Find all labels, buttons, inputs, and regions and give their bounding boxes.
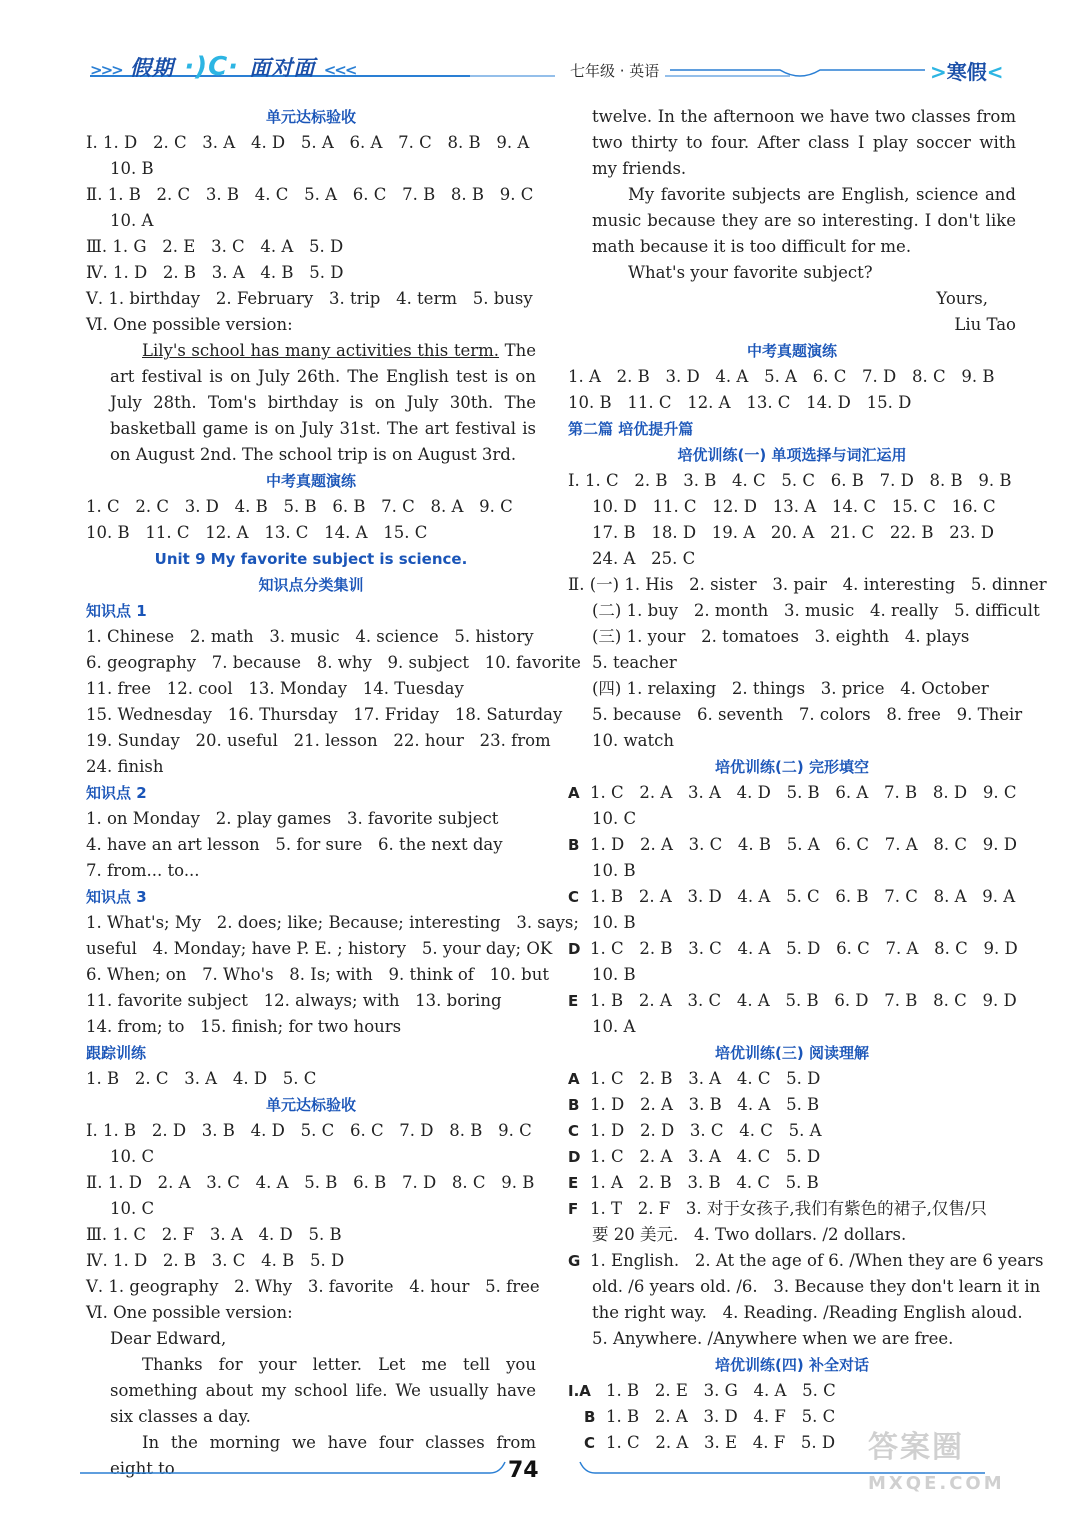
group-label: A <box>568 1070 580 1088</box>
answer-line: 6. geography 7. because 8. why 9. subject 10. favorite <box>86 653 581 672</box>
answer-line: Ⅳ. 1. D 2. B 3. C 4. B 5. D <box>86 1251 345 1270</box>
answer-line: 10. C <box>592 809 637 828</box>
group-label: E <box>568 992 579 1010</box>
unit-title: Unit 9 My favorite subject is science. <box>154 550 468 568</box>
chevron-right-icon: > <box>930 60 947 84</box>
answer-line: 6. When; on 7. Who's 8. Is; with 9. think of 10. but <box>86 965 549 984</box>
answer-line: Ⅱ. (一) 1. His 2. sister 3. pair 4. interesting 5. dinner <box>568 575 1047 594</box>
answer-line: 11. favorite subject 12. always; with 13. boring <box>86 991 502 1010</box>
answer-line: 19. Sunday 20. useful 21. lesson 22. hour 23. from <box>86 731 551 750</box>
answer-text: 1. C 2. A 3. A 4. C 5. D <box>590 1147 821 1166</box>
right-column <box>568 104 1047 1456</box>
letter-paragraph: In the morning we have four classes from eight to <box>110 1433 536 1478</box>
answer-line: 10. B <box>110 159 154 178</box>
letter-paragraph: twelve. In the afternoon we have two classes from two thirty to four. After class I play soccer with my friends. <box>592 107 1016 178</box>
answer-text: 1. B 2. A 3. D 4. A 5. C 6. B 7. C 8. A 9. A <box>590 887 1016 906</box>
answer-line: Ⅱ. 1. B 2. C 3. B 4. C 5. A 6. C 7. B 8. B 9. C <box>86 185 534 204</box>
page-header <box>0 0 1065 90</box>
answer-line: 10. B <box>592 861 636 880</box>
group-label <box>568 1378 606 1404</box>
answer-line: 10. A <box>110 211 154 230</box>
knowledge-point-title: 知识点 2 <box>86 784 147 802</box>
answer-line: 14. from; to 15. finish; for two hours <box>86 1017 402 1036</box>
answer-line: 5. because 6. seventh 7. colors 8. free 9. Their <box>592 705 1023 724</box>
answer-text: 1. A 2. B 3. B 4. C 5. B <box>590 1173 819 1192</box>
watermark-logo: 答案圈 <box>868 1430 964 1465</box>
roman-label: Ⅰ. <box>568 1382 580 1400</box>
answer-line: 24. finish <box>86 757 164 776</box>
answer-line: Ⅴ. 1. birthday 2. February 3. trip 4. term 5. busy <box>86 289 533 308</box>
section-title: 培优训练(三) 阅读理解 <box>715 1044 869 1062</box>
answer-line: 15. Wednesday 16. Thursday 17. Friday 18. Saturday <box>86 705 563 724</box>
group-label: B <box>568 836 580 854</box>
answer-line <box>568 1404 1016 1430</box>
answer-line <box>568 1170 1016 1196</box>
answer-line <box>568 1144 1016 1170</box>
answer-line: Ⅴ. 1. geography 2. Why 3. favorite 4. hour 5. free <box>86 1277 540 1296</box>
answer-text: 1. C 2. A 3. E 4. F 5. D <box>606 1433 836 1452</box>
answer-line: Ⅰ. 1. B 2. D 3. B 4. D 5. C 6. C 7. D 8. B 9. C <box>86 1121 532 1140</box>
answer-line: 11. free 12. cool 13. Monday 14. Tuesday <box>86 679 464 698</box>
answer-line: 1. C 2. C 3. D 4. B 5. B 6. B 7. C 8. A 9. C <box>86 497 513 516</box>
answer-line: 5. Anywhere. /Anywhere when we are free. <box>592 1329 954 1348</box>
answer-line <box>568 1118 1016 1144</box>
answer-line: Ⅰ. 1. D 2. C 3. A 4. D 5. A 6. A 7. C 8. B 9. A <box>86 133 530 152</box>
left-column <box>86 104 581 1482</box>
answer-line: Ⅵ. One possible version: <box>86 315 293 334</box>
tracking-practice-title: 跟踪训练 <box>86 1044 147 1062</box>
essay-paragraph <box>86 338 536 468</box>
section-title: 培优训练(四) 补全对话 <box>715 1356 869 1374</box>
answer-line: Ⅱ. 1. D 2. A 3. C 4. A 5. B 6. B 7. D 8. C 9. B <box>86 1173 535 1192</box>
group-label: C <box>568 1122 580 1140</box>
group-label: B <box>568 1096 580 1114</box>
answer-line: Ⅲ. 1. G 2. E 3. C 4. A 5. D <box>86 237 344 256</box>
answer-line: 1. Chinese 2. math 3. music 4. science 5. history <box>86 627 534 646</box>
group-label: G <box>568 1252 581 1270</box>
answer-line: 10. B <box>592 965 636 984</box>
answer-line <box>568 1092 1016 1118</box>
letter-paragraph: What's your favorite subject? <box>628 263 873 282</box>
answer-line <box>568 1248 1044 1274</box>
answer-line: the right way. 4. Reading. /Reading English aloud. <box>592 1303 1023 1322</box>
brand-mark-icon: ·)C· <box>184 52 240 82</box>
answer-text: 1. C 2. B 3. C 4. A 5. D 6. C 7. A 8. C 9. D <box>590 939 1018 958</box>
season-label <box>930 56 1004 85</box>
answer-text: 1. B 2. A 3. C 4. A 5. B 6. D 7. B 8. C 9. D <box>590 991 1017 1010</box>
knowledge-point-title: 知识点 3 <box>86 888 147 906</box>
answer-line: 1. A 2. B 3. D 4. A 5. A 6. C 7. D 8. C 9. B <box>568 367 995 386</box>
group-label: D <box>568 1148 581 1166</box>
group-label: E <box>568 1174 579 1192</box>
answer-line: (三) 1. your 2. tomatoes 3. eighth 4. plays <box>592 627 970 646</box>
page-number: 74 <box>508 1458 539 1483</box>
answer-line: 1. What's; My 2. does; like; Because; interesting 3. says; <box>86 913 579 932</box>
answer-line: 10. B 11. C 12. A 13. C 14. D 15. D <box>568 393 912 412</box>
answer-line <box>568 832 1016 858</box>
chevron-left-icon: < <box>986 60 1004 84</box>
group-letter: A <box>579 1382 591 1400</box>
answer-line <box>568 936 1016 962</box>
group-label: B <box>584 1408 596 1426</box>
answer-line: (二) 1. buy 2. month 3. music 4. really 5. difficult <box>592 601 1040 620</box>
section-title: 中考真题演练 <box>265 472 356 490</box>
answer-line: Ⅳ. 1. D 2. B 3. A 4. B 5. D <box>86 263 344 282</box>
answer-line: 24. A 25. C <box>592 549 696 568</box>
brand-logo <box>90 52 355 82</box>
answer-text: 1. B 2. A 3. D 4. F 5. C <box>606 1407 836 1426</box>
knowledge-point-title: 知识点 1 <box>86 602 147 620</box>
section-title: 中考真题演练 <box>746 342 837 360</box>
letter-greeting: Dear Edward, <box>110 1329 227 1348</box>
letter-signature: Liu Tao <box>954 315 1016 334</box>
answer-text: 1. D 2. D 3. C 4. C 5. A <box>590 1121 822 1140</box>
grade-subject: 七年级 · 英语 <box>570 62 660 80</box>
answer-line: old. /6 years old. /6. 3. Because they don't learn it in <box>592 1277 1041 1296</box>
letter-closing: Yours, <box>936 289 988 308</box>
answer-line: 10. B 11. C 12. A 13. C 14. A 15. C <box>86 523 428 542</box>
group-label: F <box>568 1200 579 1218</box>
chevrons-icon: <<< <box>323 61 356 79</box>
answer-text: 1. D 2. A 3. B 4. A 5. B <box>590 1095 820 1114</box>
answer-text: 1. D 2. A 3. C 4. B 5. A 6. C 7. A 8. C 9. D <box>590 835 1017 854</box>
chevrons-icon: >>> <box>90 61 122 79</box>
answer-line: 1. on Monday 2. play games 3. favorite subject <box>86 809 499 828</box>
answer-line <box>568 780 1016 806</box>
group-label: C <box>584 1434 596 1452</box>
essay-topic-sentence: Lily's school has many activities this term. <box>142 341 500 360</box>
answer-line: 要 20 美元. 4. Two dollars. /2 dollars. <box>592 1225 907 1244</box>
answer-line: 4. have an art lesson 5. for sure 6. the next day <box>86 835 503 854</box>
answer-line <box>568 1066 1016 1092</box>
section-title: 培优训练(二) 完形填空 <box>715 758 869 776</box>
group-label: A <box>568 784 580 802</box>
answer-text: 1. B 2. E 3. G 4. A 5. C <box>606 1381 836 1400</box>
answer-text: 1. C 2. A 3. A 4. D 5. B 6. A 7. B 8. D 9. C <box>590 783 1017 802</box>
group-label: D <box>568 940 581 958</box>
answer-line <box>568 1378 1016 1404</box>
answer-line: 17. B 18. D 19. A 20. A 21. C 22. B 23. D <box>592 523 994 542</box>
answer-line: 10. B <box>592 913 636 932</box>
section-title: 知识点分类集训 <box>258 576 364 594</box>
answer-line: Ⅵ. One possible version: <box>86 1303 293 1322</box>
season-text: 寒假 <box>946 60 987 84</box>
answer-text: 1. T 2. F 3. 对于女孩子,我们有紫色的裙子,仅售/只 <box>590 1199 987 1218</box>
brand-left: 假期 <box>130 56 175 80</box>
answer-line: 10. A <box>592 1017 636 1036</box>
answer-line: useful 4. Monday; have P. E. ; history 5. your day; OK <box>86 939 553 958</box>
group-label: C <box>568 888 580 906</box>
answer-line: Ⅰ. 1. C 2. B 3. B 4. C 5. C 6. B 7. D 8. B 9. B <box>568 471 1012 490</box>
answer-text: 1. C 2. B 3. A 4. C 5. D <box>590 1069 821 1088</box>
answer-line: 1. B 2. C 3. A 4. D 5. C <box>86 1069 317 1088</box>
answer-line: (四) 1. relaxing 2. things 3. price 4. October <box>592 679 989 698</box>
letter-paragraph: My favorite subjects are English, science and music because they are so interesting. I don't like math because it is too difficult for me. <box>592 185 1016 256</box>
answer-line <box>568 1196 1016 1222</box>
answer-line <box>568 884 1016 910</box>
answer-line: Ⅲ. 1. C 2. F 3. A 4. D 5. B <box>86 1225 342 1244</box>
answer-line: 10. watch <box>592 731 674 750</box>
watermark-url: MXQE.COM <box>868 1473 1005 1494</box>
letter-paragraph: Thanks for your letter. Let me tell you something about my school life. We usually have six classes a day. <box>110 1355 536 1426</box>
section-title: 单元达标验收 <box>265 1096 356 1114</box>
answer-line: 7. from... to... <box>86 861 200 880</box>
section-title: 培优训练(一) 单项选择与词汇运用 <box>677 446 907 464</box>
section-title: 单元达标验收 <box>265 108 356 126</box>
answer-line: 10. D 11. C 12. D 13. A 14. C 15. C 16. C <box>592 497 996 516</box>
answer-line: 5. teacher <box>592 653 677 672</box>
answer-line: 10. C <box>110 1147 155 1166</box>
watermark <box>868 1430 1005 1502</box>
essay-body: The art festival is on July 26th. The English test is on July 28th. Tom's birthday is on July 30th. The basketball game is on July 31st. The art festival is on August 2nd. The school trip is on August 3rd. <box>110 341 536 464</box>
part-title: 第二篇 培优提升篇 <box>568 420 694 438</box>
brand-right: 面对面 <box>249 56 316 80</box>
answer-text: 1. English. 2. At the age of 6. /When they are 6 years <box>590 1251 1044 1270</box>
answer-line: 10. C <box>110 1199 155 1218</box>
answer-line <box>568 988 1016 1014</box>
